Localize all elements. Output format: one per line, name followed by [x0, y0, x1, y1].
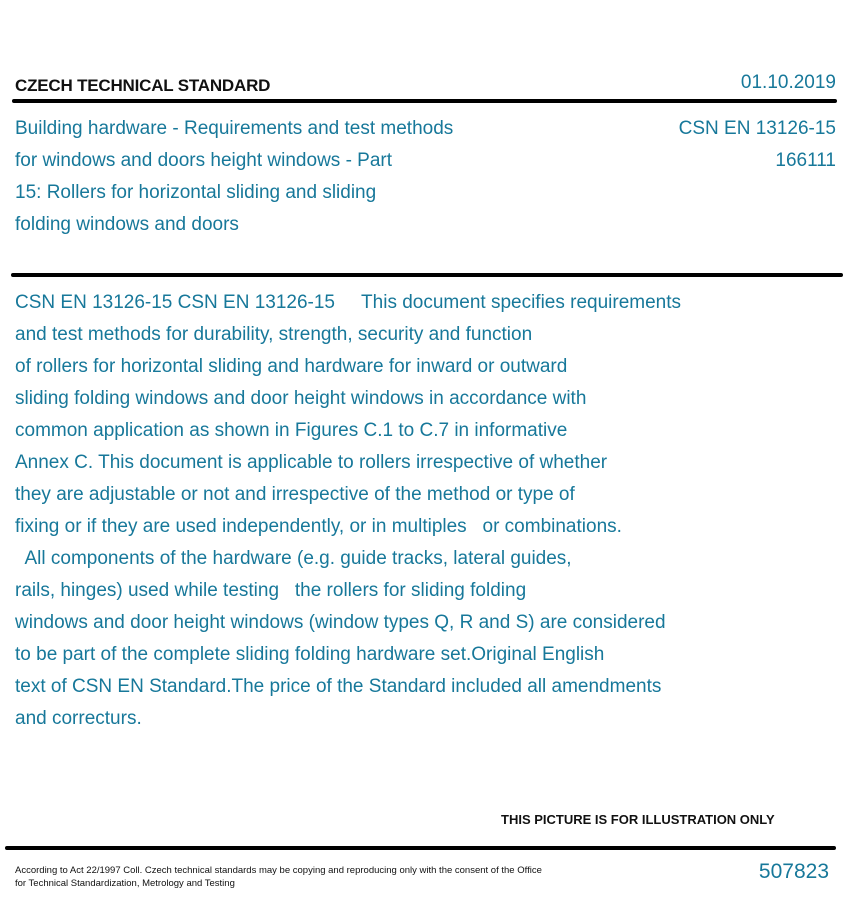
legal-notice: for Technical Standardization, Metrology and Testing	[15, 878, 235, 889]
standard-code: CSN EN 13126-15	[678, 118, 836, 139]
abstract-line: to be part of the complete sliding folding hardware set.Original English	[15, 644, 605, 665]
publication-date: 01.10.2019	[740, 72, 836, 93]
header-divider	[12, 99, 837, 103]
standard-label: CZECH TECHNICAL STANDARD	[15, 76, 271, 95]
abstract-line: and test methods for durability, strength, security and function	[15, 324, 533, 345]
abstract-line: they are adjustable or not and irrespective of the method or type of	[15, 484, 575, 505]
abstract-line: sliding folding windows and door height windows in accordance with	[15, 388, 587, 409]
abstract-line: rails, hinges) used while testing the rollers for sliding folding	[15, 580, 527, 601]
footer-divider	[5, 846, 836, 850]
abstract-line: fixing or if they are used independently, or in multiples or combinations.	[15, 516, 622, 537]
title-line: for windows and doors height windows - Part	[15, 150, 393, 171]
document-number: 507823	[758, 860, 829, 883]
abstract-line: text of CSN EN Standard.The price of the Standard included all amendments	[15, 676, 662, 697]
abstract-line: windows and door height windows (window types Q, R and S) are considered	[15, 612, 666, 633]
abstract-line: and correcturs.	[15, 708, 142, 729]
abstract-line: All components of the hardware (e.g. guide tracks, lateral guides,	[15, 548, 572, 569]
legal-notice: According to Act 22/1997 Coll. Czech technical standards may be copying and reproducing only with the consent of the Office	[15, 865, 542, 876]
title-line: Building hardware - Requirements and test methods	[15, 118, 454, 139]
abstract-line: common application as shown in Figures C.1 to C.7 in informative	[15, 420, 568, 441]
abstract-line: of rollers for horizontal sliding and hardware for inward or outward	[15, 356, 568, 377]
abstract-line: CSN EN 13126-15 CSN EN 13126-15 This document specifies requirements	[15, 292, 682, 313]
illustration-note: THIS PICTURE IS FOR ILLUSTRATION ONLY	[501, 812, 775, 827]
catalog-number: 166111	[775, 150, 836, 171]
title-divider	[11, 273, 843, 277]
title-line: folding windows and doors	[15, 214, 239, 235]
abstract-line: Annex C. This document is applicable to rollers irrespective of whether	[15, 452, 608, 473]
title-line: 15: Rollers for horizontal sliding and sliding	[15, 182, 377, 203]
